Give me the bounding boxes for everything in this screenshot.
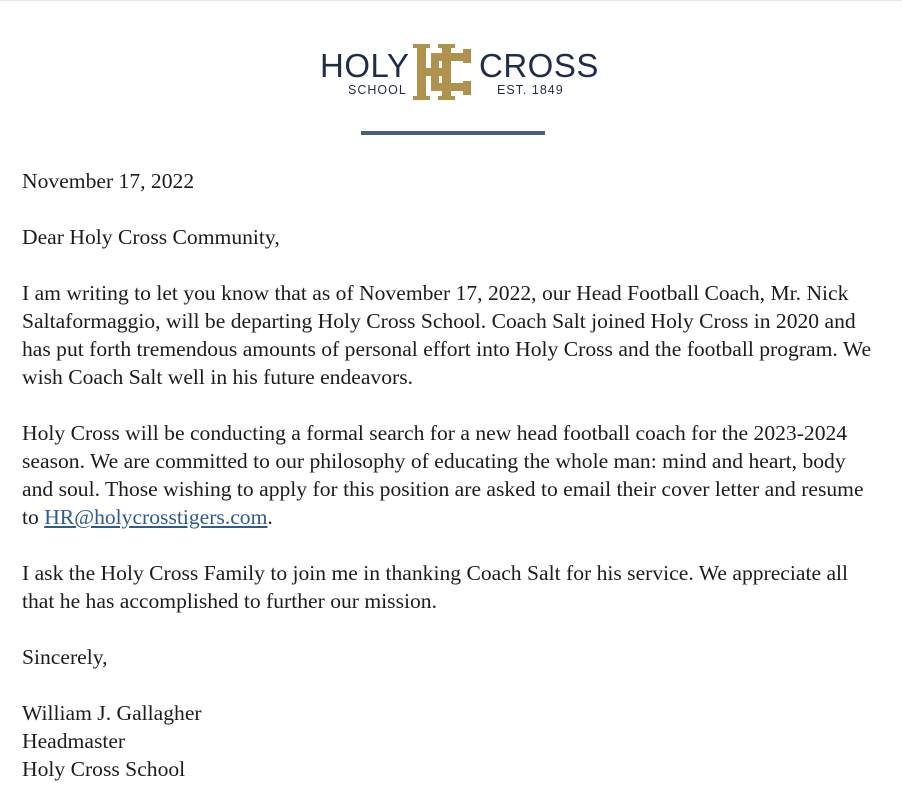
hr-email-link[interactable]: HR@holycrosstigers.com	[44, 505, 268, 529]
header-divider	[361, 131, 545, 135]
logo-word-right: CROSS	[479, 47, 599, 84]
signer-title: Headmaster	[22, 729, 126, 753]
letter-date: November 17, 2022	[22, 169, 195, 193]
paragraph-search-end: .	[267, 505, 273, 529]
letter-body	[22, 167, 882, 783]
closing: Sincerely,	[22, 645, 108, 669]
logo-subtitle-left: SCHOOL	[348, 83, 407, 97]
salutation: Dear Holy Cross Community,	[22, 225, 280, 249]
paragraph-search-text: Holy Cross will be conducting a formal search for a new head football coach for the 2023-2024 season. We are committed to our philosophy of educating the whole man: mind and heart, body and soul. Those wishing to apply for this position are asked to email their cover letter and resume to	[22, 421, 864, 529]
logo-word-left: HOLY	[320, 47, 410, 84]
school-logo	[320, 44, 599, 100]
paragraph-thanks: I ask the Holy Cross Family to join me in thanking Coach Salt for his service. We appreciate all that he has accomplished to further our mission.	[22, 561, 849, 613]
signer-name: William J. Gallagher	[22, 701, 202, 725]
paragraph-departure: I am writing to let you know that as of November 17, 2022, our Head Football Coach, Mr. Nick Saltaformaggio, will be departing Holy Cross School. Coach Salt joined Holy Cross in 2020 and has put forth tremendous amounts of personal effort into Holy Cross and the football program. We wish Coach Salt well in his future endeavors.	[22, 281, 872, 389]
logo-subtitle-right: EST. 1849	[497, 83, 564, 97]
signer-organization: Holy Cross School	[22, 757, 186, 781]
top-border	[0, 0, 902, 1]
hc-monogram-icon	[411, 44, 473, 100]
signature-block	[22, 699, 882, 783]
paragraph-search	[22, 419, 882, 531]
